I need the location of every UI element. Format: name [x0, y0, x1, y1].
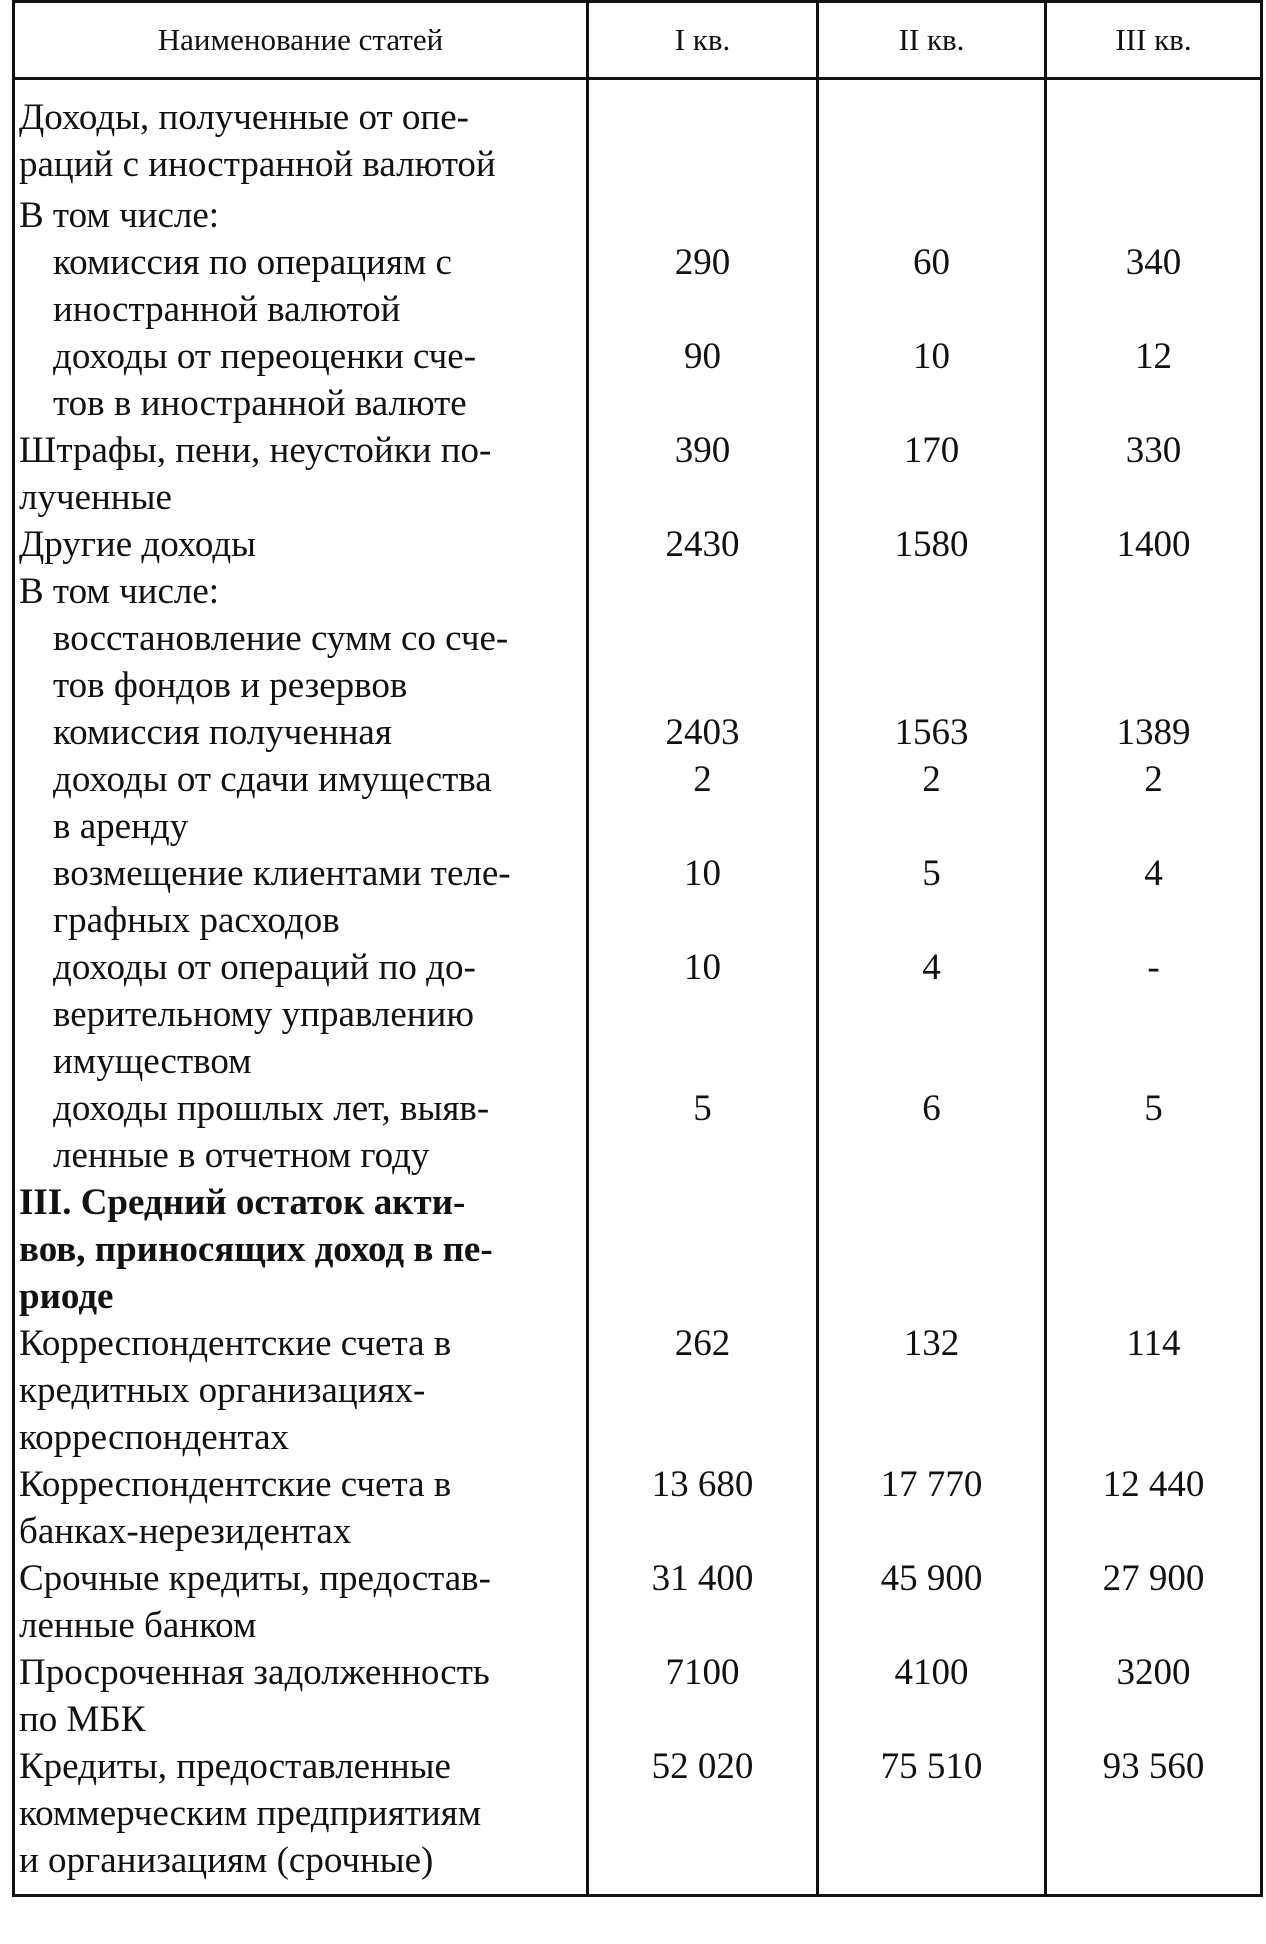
cell-q1: 390	[588, 427, 818, 521]
row-label	[14, 239, 588, 333]
cell-q3: 114	[1046, 1320, 1262, 1461]
cell-q2: 4	[818, 944, 1046, 1085]
row-label-line: Просроченная задолженность	[19, 1652, 490, 1693]
row-label-line: в аренду	[53, 806, 189, 847]
row-label-line: раций с иностранной валютой	[19, 144, 496, 185]
row-label-line: восстановление сумм со сче-	[53, 618, 509, 659]
row-label-line: иностранной валютой	[53, 289, 401, 330]
row-label-line: Корреспондентские счета в	[19, 1323, 452, 1364]
row-label	[14, 1320, 588, 1461]
cell-q1: 262	[588, 1320, 818, 1461]
cell-q3: 12	[1046, 333, 1262, 427]
row-label	[14, 1461, 588, 1555]
header-quarter-1: I кв.	[588, 2, 818, 79]
cell-q3	[1046, 568, 1262, 615]
cell-q3	[1046, 1179, 1262, 1320]
row-label	[14, 615, 588, 709]
row-label	[14, 521, 588, 568]
row-label	[14, 1649, 588, 1743]
table-row	[14, 1085, 1262, 1179]
table-row	[14, 944, 1262, 1085]
cell-q3	[1046, 79, 1262, 189]
row-label	[14, 756, 588, 850]
income-assets-table	[12, 0, 1263, 1897]
row-label	[14, 1085, 588, 1179]
cell-q2	[818, 568, 1046, 615]
row-label	[14, 192, 588, 239]
row-label-line: вов, приносящих доход в пе-	[19, 1229, 493, 1270]
row-label-line: верительному управлению	[53, 994, 475, 1035]
cell-q1: 31 400	[588, 1555, 818, 1649]
row-label-line: доходы прошлых лет, выяв-	[53, 1088, 490, 1129]
row-label	[14, 79, 588, 189]
row-label-line: графных расходов	[53, 900, 340, 941]
income-assets-table-container	[12, 0, 1260, 1940]
row-label-line: Другие доходы	[19, 524, 257, 565]
cell-q2: 5	[818, 850, 1046, 944]
row-label-line: доходы от переоценки сче-	[53, 336, 477, 377]
header-quarter-2: II кв.	[818, 2, 1046, 79]
cell-q3: 330	[1046, 427, 1262, 521]
cell-q1: 90	[588, 333, 818, 427]
row-label-line: Доходы, полученные от опе-	[19, 97, 469, 138]
row-label-line: доходы от операций по до-	[53, 947, 476, 988]
table-row	[14, 850, 1262, 944]
row-label	[14, 1743, 588, 1896]
row-label-line: тов в иностранной валюте	[53, 383, 467, 424]
cell-q3: 2	[1046, 756, 1262, 850]
cell-q1	[588, 79, 818, 189]
section-header-row	[14, 1179, 1262, 1320]
table-row	[14, 568, 1262, 615]
cell-q3: -	[1046, 944, 1262, 1085]
cell-q1: 10	[588, 944, 818, 1085]
cell-q1: 52 020	[588, 1743, 818, 1896]
cell-q1	[588, 1179, 818, 1320]
row-label	[14, 568, 588, 615]
cell-q2: 60	[818, 239, 1046, 333]
cell-q1	[588, 568, 818, 615]
table-row	[14, 1461, 1262, 1555]
cell-q1: 10	[588, 850, 818, 944]
section-title	[14, 1179, 588, 1320]
cell-q1: 2403	[588, 709, 818, 756]
cell-q1: 7100	[588, 1649, 818, 1743]
cell-q1: 2	[588, 756, 818, 850]
cell-q2: 75 510	[818, 1743, 1046, 1896]
row-label	[14, 1555, 588, 1649]
row-label-line: ленные банком	[19, 1605, 257, 1646]
cell-q2: 132	[818, 1320, 1046, 1461]
row-label-line: тов фондов и резервов	[53, 665, 408, 706]
table-row	[14, 1320, 1262, 1461]
cell-q2	[818, 1179, 1046, 1320]
cell-q2	[818, 615, 1046, 709]
row-label-line: доходы от сдачи имущества	[53, 759, 492, 800]
row-label-line: комиссия полученная	[53, 712, 392, 753]
table-row	[14, 521, 1262, 568]
row-label	[14, 709, 588, 756]
cell-q3: 93 560	[1046, 1743, 1262, 1896]
cell-q2: 4100	[818, 1649, 1046, 1743]
cell-q3: 1400	[1046, 521, 1262, 568]
row-label-line: имуществом	[53, 1041, 252, 1082]
row-label	[14, 427, 588, 521]
row-label-line: банках-нерезидентах	[19, 1511, 352, 1552]
cell-q3: 27 900	[1046, 1555, 1262, 1649]
table-row	[14, 709, 1262, 756]
table-row	[14, 1649, 1262, 1743]
cell-q2: 17 770	[818, 1461, 1046, 1555]
row-label	[14, 333, 588, 427]
table-row	[14, 239, 1262, 333]
row-label-line: возмещение клиентами теле-	[53, 853, 511, 894]
cell-q2: 1580	[818, 521, 1046, 568]
row-label-line: лученные	[19, 477, 172, 518]
cell-q1: 290	[588, 239, 818, 333]
cell-q1	[588, 192, 818, 239]
cell-q3	[1046, 192, 1262, 239]
cell-q3: 3200	[1046, 1649, 1262, 1743]
table-row	[14, 192, 1262, 239]
table-row	[14, 1555, 1262, 1649]
cell-q3: 340	[1046, 239, 1262, 333]
row-label	[14, 944, 588, 1085]
table-row	[14, 79, 1262, 189]
cell-q1	[588, 615, 818, 709]
cell-q2: 45 900	[818, 1555, 1046, 1649]
header-item-name: Наименование статей	[14, 2, 588, 79]
row-label-line: Кредиты, предоставленные	[19, 1746, 451, 1787]
cell-q2: 10	[818, 333, 1046, 427]
row-label-line: корреспондентах	[19, 1417, 290, 1458]
cell-q2: 170	[818, 427, 1046, 521]
cell-q3	[1046, 615, 1262, 709]
cell-q2: 6	[818, 1085, 1046, 1179]
cell-q1: 2430	[588, 521, 818, 568]
row-label-line: риоде	[19, 1276, 114, 1317]
row-label-line: Срочные кредиты, предостав-	[19, 1558, 491, 1599]
row-label-line: Корреспондентские счета в	[19, 1464, 452, 1505]
row-label-line: и организациям (срочные)	[19, 1840, 434, 1881]
cell-q2	[818, 192, 1046, 239]
row-label-line: коммерческим предприятиям	[19, 1793, 482, 1834]
row-label-line: ленные в отчетном году	[53, 1135, 430, 1176]
header-quarter-3: III кв.	[1046, 2, 1262, 79]
row-label-line: III. Средний остаток акти-	[19, 1182, 466, 1223]
cell-q3: 1389	[1046, 709, 1262, 756]
cell-q3: 4	[1046, 850, 1262, 944]
row-label	[14, 850, 588, 944]
table-header-row	[14, 2, 1262, 79]
cell-q3: 12 440	[1046, 1461, 1262, 1555]
table-row	[14, 427, 1262, 521]
cell-q2: 2	[818, 756, 1046, 850]
table-row	[14, 1743, 1262, 1896]
row-label-line: В том числе:	[19, 571, 220, 612]
row-label-line: В том числе:	[19, 195, 220, 236]
row-label-line: кредитных организациях-	[19, 1370, 426, 1411]
cell-q2: 1563	[818, 709, 1046, 756]
cell-q3: 5	[1046, 1085, 1262, 1179]
cell-q1: 13 680	[588, 1461, 818, 1555]
row-label-line: Штрафы, пени, неустойки по-	[19, 430, 492, 471]
table-row	[14, 333, 1262, 427]
table-row	[14, 615, 1262, 709]
table-row	[14, 756, 1262, 850]
cell-q2	[818, 79, 1046, 189]
row-label-line: по МБК	[19, 1699, 146, 1740]
row-label-line: комиссия по операциям с	[53, 242, 452, 283]
cell-q1: 5	[588, 1085, 818, 1179]
